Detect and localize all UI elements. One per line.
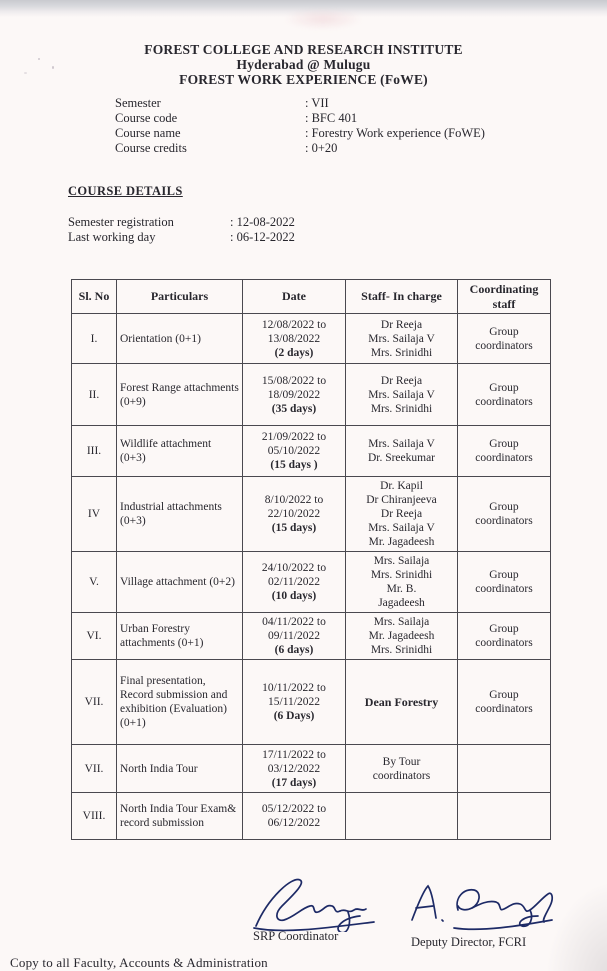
date-range-line: 8/10/2022 to bbox=[264, 494, 324, 507]
staff-name: Mrs. Sailaja V bbox=[368, 388, 435, 401]
cell-coordinating-staff bbox=[458, 745, 551, 793]
table-row bbox=[72, 793, 551, 840]
cell-date bbox=[243, 745, 346, 793]
cell-date bbox=[243, 364, 346, 426]
cell-date bbox=[243, 552, 346, 613]
cell-sl-no: III. bbox=[72, 426, 117, 477]
date-range-line: 06/12/2022 bbox=[267, 817, 321, 830]
table-row bbox=[72, 745, 551, 793]
pink-smudge-artifact bbox=[283, 8, 363, 30]
cell-staff-in-charge bbox=[346, 745, 458, 793]
table-row bbox=[72, 477, 551, 552]
date-range-line: 02/11/2022 bbox=[268, 576, 320, 589]
cell-sl-no: IV bbox=[72, 477, 117, 552]
reg-row-last-working-day bbox=[68, 230, 295, 245]
cell-sl-no: VII. bbox=[72, 745, 117, 793]
table-row bbox=[72, 314, 551, 364]
institute-name: FOREST COLLEGE AND RESEARCH INSTITUTE bbox=[144, 42, 463, 57]
date-range-line: 12/08/2022 to bbox=[261, 318, 327, 331]
date-range-line: 18/09/2022 bbox=[267, 388, 321, 401]
staff-name: Dr Reeja bbox=[380, 318, 423, 331]
cell-particulars: North India Tour bbox=[117, 745, 243, 793]
info-label: Course code bbox=[115, 111, 178, 125]
header-staff-in-charge: Staff- In charge bbox=[346, 280, 458, 314]
staff-name: Dr Reeja bbox=[380, 508, 423, 521]
institute-location: Hyderabad @ Mulugu bbox=[236, 57, 371, 72]
staff-name: Dr. Kapil bbox=[380, 480, 423, 493]
srp-coordinator-signature bbox=[248, 870, 383, 932]
cell-staff-in-charge bbox=[346, 660, 458, 745]
course-info-block bbox=[115, 96, 485, 156]
course-details-heading: COURSE DETAILS bbox=[68, 184, 183, 198]
date-range-line: 05/12/2022 to bbox=[261, 803, 327, 816]
table-row bbox=[72, 552, 551, 613]
cell-particulars: North India Tour Exam& record submission bbox=[117, 793, 243, 840]
date-range-line: 21/09/2022 to bbox=[261, 431, 327, 444]
cell-particulars: Wildlife attachment (0+3) bbox=[117, 426, 243, 477]
copy-distribution-line: Copy to all Faculty, Accounts & Administration bbox=[10, 955, 268, 970]
date-duration: (2 days) bbox=[274, 346, 314, 359]
info-label: Course name bbox=[115, 126, 181, 140]
date-duration: (15 days) bbox=[271, 522, 317, 535]
reg-label: Semester registration bbox=[68, 215, 174, 229]
cell-sl-no: II. bbox=[72, 364, 117, 426]
staff-name: Dr Chiranjeeva bbox=[366, 494, 437, 507]
cell-sl-no: VIII. bbox=[72, 793, 117, 840]
registration-block bbox=[68, 215, 295, 245]
cell-date bbox=[243, 793, 346, 840]
date-range-line: 10/11/2022 to bbox=[262, 682, 326, 695]
staff-name: Mrs. Sailaja V bbox=[368, 332, 435, 345]
date-range-line: 24/10/2022 to bbox=[261, 562, 327, 575]
date-duration: (17 days) bbox=[271, 776, 317, 789]
header-particulars: Particulars bbox=[117, 280, 243, 314]
table-row bbox=[72, 613, 551, 660]
reg-value: : 12-08-2022 bbox=[230, 215, 295, 229]
date-range-line: 17/11/2022 to bbox=[262, 748, 326, 761]
cell-coordinating-staff: Group coordinators bbox=[458, 426, 551, 477]
date-duration: (15 days ) bbox=[270, 459, 318, 472]
staff-name: Jagadeesh bbox=[378, 597, 425, 610]
cell-particulars: Urban Forestry attachments (0+1) bbox=[117, 613, 243, 660]
table-row bbox=[72, 660, 551, 745]
date-range-line: 13/08/2022 bbox=[267, 332, 321, 345]
cell-coordinating-staff: Group coordinators bbox=[458, 314, 551, 364]
cell-particulars: Final presentation, Record submission and exhibition (Evaluation) (0+1) bbox=[117, 660, 243, 745]
cell-date bbox=[243, 613, 346, 660]
reg-label: Last working day bbox=[68, 230, 156, 244]
cell-date bbox=[243, 477, 346, 552]
cell-coordinating-staff: Group coordinators bbox=[458, 613, 551, 660]
cell-sl-no: VII. bbox=[72, 660, 117, 745]
cell-staff-in-charge bbox=[346, 613, 458, 660]
info-label: Course credits bbox=[115, 141, 187, 155]
header-date: Date bbox=[243, 280, 346, 314]
date-range-line: 15/11/2022 bbox=[268, 696, 320, 709]
date-range-line: 04/11/2022 to bbox=[262, 616, 326, 629]
info-value: : VII bbox=[305, 96, 329, 110]
staff-name: Dr. Sreekumar bbox=[367, 452, 436, 465]
reg-value: : 06-12-2022 bbox=[230, 230, 295, 244]
staff-name: Mrs. Sailaja bbox=[373, 616, 430, 629]
deputy-director-signature bbox=[402, 876, 560, 934]
info-row-course-code bbox=[115, 111, 485, 126]
staff-name: Mr. B. bbox=[386, 583, 417, 596]
cell-date bbox=[243, 426, 346, 477]
cell-staff-in-charge bbox=[346, 477, 458, 552]
cell-coordinating-staff: Group coordinators bbox=[458, 552, 551, 613]
info-value: : BFC 401 bbox=[305, 111, 358, 125]
cell-staff-in-charge bbox=[346, 364, 458, 426]
cell-particulars: Industrial attachments (0+3) bbox=[117, 477, 243, 552]
cell-staff-in-charge bbox=[346, 314, 458, 364]
staff-name: Mrs. Srinidhi bbox=[370, 346, 433, 359]
staff-name: Mrs. Sailaja V bbox=[368, 438, 435, 451]
staff-name: Mrs. Srinidhi bbox=[370, 402, 433, 415]
cell-coordinating-staff: Group coordinators bbox=[458, 660, 551, 745]
table-row bbox=[72, 364, 551, 426]
date-range-line: 22/10/2022 bbox=[267, 508, 321, 521]
srp-coordinator-label: SRP Coordinator bbox=[253, 929, 339, 943]
info-label: Semester bbox=[115, 96, 161, 110]
info-row-course-credits bbox=[115, 141, 485, 156]
cell-coordinating-staff: Group coordinators bbox=[458, 364, 551, 426]
table-header-row bbox=[72, 280, 551, 314]
date-range-line: 05/10/2022 bbox=[267, 445, 321, 458]
header-sl-no: Sl. No bbox=[72, 280, 117, 314]
staff-name: coordinators bbox=[372, 769, 431, 782]
cell-coordinating-staff bbox=[458, 793, 551, 840]
cell-particulars: Village attachment (0+2) bbox=[117, 552, 243, 613]
staff-name: Mr. Jagadeesh bbox=[368, 630, 435, 643]
cell-sl-no: I. bbox=[72, 314, 117, 364]
date-range-line: 15/08/2022 to bbox=[261, 374, 327, 387]
course-schedule-table bbox=[71, 279, 551, 840]
reg-row-semester-registration bbox=[68, 215, 295, 230]
staff-name: Mrs. Sailaja V bbox=[368, 522, 435, 535]
cell-sl-no: V. bbox=[72, 552, 117, 613]
info-value: : 0+20 bbox=[305, 141, 338, 155]
cell-date bbox=[243, 314, 346, 364]
cell-coordinating-staff: Group coordinators bbox=[458, 477, 551, 552]
info-row-course-name bbox=[115, 126, 485, 141]
info-value: : Forestry Work experience (FoWE) bbox=[305, 126, 485, 140]
document-subtitle: FOREST WORK EXPERIENCE (FoWE) bbox=[179, 72, 428, 87]
staff-name: Mrs. Srinidhi bbox=[370, 569, 433, 582]
cell-sl-no: VI. bbox=[72, 613, 117, 660]
deputy-director-label: Deputy Director, FCRI bbox=[411, 935, 527, 949]
date-range-line: 09/11/2022 bbox=[268, 630, 320, 643]
staff-name: Mr. Jagadeesh bbox=[368, 536, 435, 549]
staff-name: Mrs. Srinidhi bbox=[370, 644, 433, 657]
date-range-line: 03/12/2022 bbox=[267, 762, 321, 775]
staff-name: By Tour bbox=[382, 755, 421, 768]
cell-staff-in-charge bbox=[346, 552, 458, 613]
date-duration: (35 days) bbox=[271, 402, 317, 415]
document-title bbox=[0, 42, 607, 87]
cell-date bbox=[243, 660, 346, 745]
cell-particulars: Orientation (0+1) bbox=[117, 314, 243, 364]
cell-staff-in-charge bbox=[346, 426, 458, 477]
staff-name: Dean Forestry bbox=[364, 695, 439, 710]
date-duration: (6 days) bbox=[274, 644, 314, 657]
header-coordinating-staff: Coordinating staff bbox=[458, 280, 551, 314]
info-row-semester bbox=[115, 96, 485, 111]
cell-particulars: Forest Range attachments (0+9) bbox=[117, 364, 243, 426]
staff-name: Dr Reeja bbox=[380, 374, 423, 387]
staff-name: Mrs. Sailaja bbox=[373, 555, 430, 568]
table-row bbox=[72, 426, 551, 477]
cell-staff-in-charge bbox=[346, 793, 458, 840]
date-duration: (6 Days) bbox=[273, 710, 315, 723]
date-duration: (10 days) bbox=[271, 590, 317, 603]
